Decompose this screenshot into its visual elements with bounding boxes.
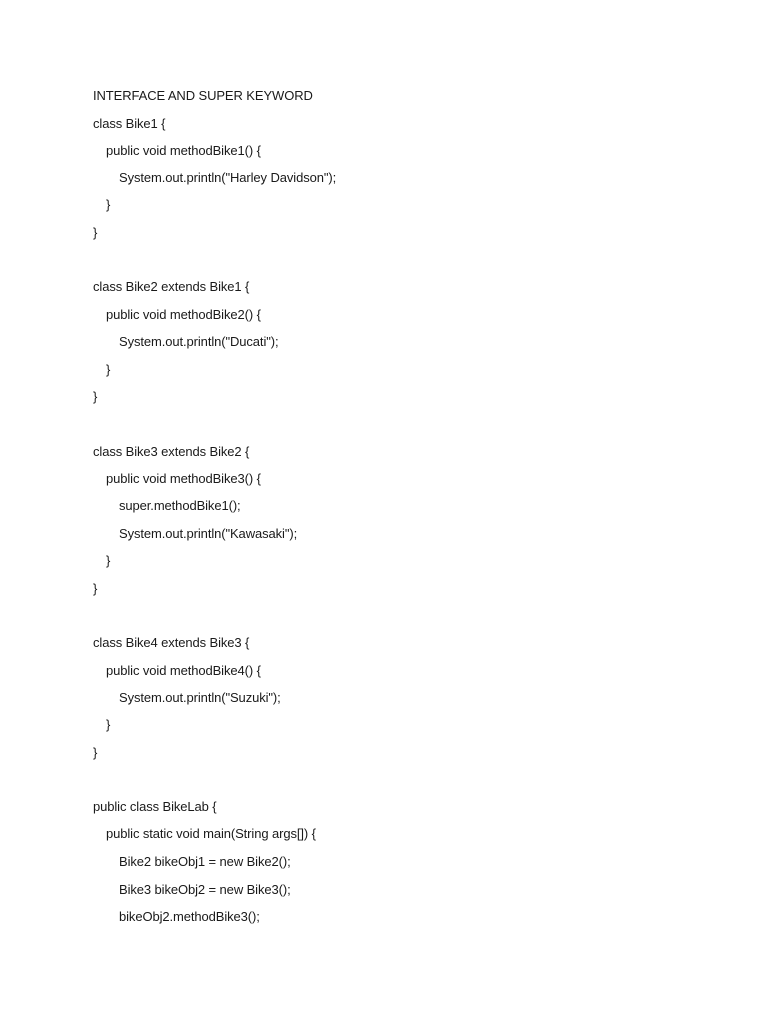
code-line: } (106, 197, 111, 212)
code-line: bikeObj2.methodBike3(); (119, 909, 260, 924)
code-line: public static void main(String args[]) { (106, 826, 316, 841)
code-line: public class BikeLab { (93, 799, 217, 814)
code-line: public void methodBike4() { (106, 663, 261, 678)
code-line: } (106, 717, 111, 732)
code-line: class Bike2 extends Bike1 { (93, 279, 250, 294)
code-line: System.out.println("Ducati"); (119, 334, 279, 349)
code-line: super.methodBike1(); (119, 498, 241, 513)
code-line: public void methodBike2() { (106, 307, 261, 322)
document-heading: INTERFACE AND SUPER KEYWORD (93, 88, 313, 103)
code-line: class Bike3 extends Bike2 { (93, 444, 250, 459)
code-line: } (93, 581, 98, 596)
code-line: } (93, 745, 98, 760)
code-line: System.out.println("Suzuki"); (119, 690, 281, 705)
code-line: } (93, 389, 98, 404)
code-line: Bike2 bikeObj1 = new Bike2(); (119, 854, 291, 869)
code-line: public void methodBike3() { (106, 471, 261, 486)
code-line: } (106, 362, 111, 377)
code-line: Bike3 bikeObj2 = new Bike3(); (119, 882, 291, 897)
code-line: } (93, 225, 98, 240)
code-line: System.out.println("Kawasaki"); (119, 526, 298, 541)
code-line: class Bike1 { (93, 116, 166, 131)
code-line: public void methodBike1() { (106, 143, 261, 158)
code-line: class Bike4 extends Bike3 { (93, 635, 250, 650)
code-line: System.out.println("Harley Davidson"); (119, 170, 337, 185)
code-line: } (106, 553, 111, 568)
